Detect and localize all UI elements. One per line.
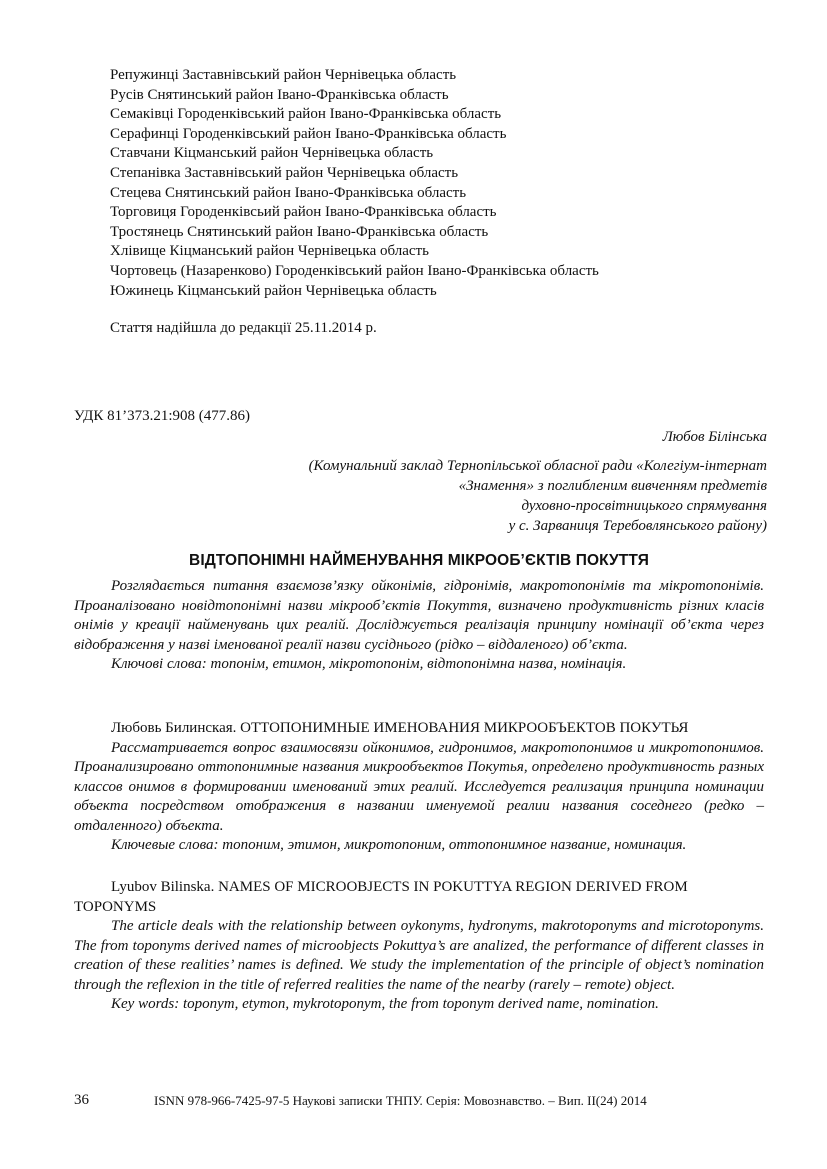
village-item: Южинець Кіцманський район Чернівецька область (110, 282, 437, 299)
affiliation-line: духовно-просвітницького спрямування (521, 498, 767, 514)
keywords: Key words: toponym, etymon, mykrotoponym, the from toponym derived name, nomination. (111, 996, 659, 1012)
village-item: Хлівище Кіцманський район Чернівецька область (110, 243, 429, 260)
abstract-heading: Любовь Билинская. ОТТОПОНИМНЫЕ ИМЕНОВАНИЯ МИКРООБЪЕКТОВ ПОКУТЬЯ (111, 720, 689, 736)
author-affiliation (207, 456, 767, 536)
journal-info: ISNN 978-966-7425-97-5 Наукові записки ТНПУ. Серія: Мовознавство. – Вип. ІІ(24) 2014 (154, 1093, 647, 1108)
received-note: Стаття надійшла до редакції 25.11.2014 р. (110, 320, 377, 336)
village-item: Степанівка Заставнівський район Чернівецька область (110, 164, 459, 181)
village-item: Тростянець Снятинський район Івано-Франківська область (110, 223, 489, 240)
abstract-text: Рассматривается вопрос взаимосвязи ойконимов, гидронимов, макротопонимов и микротопонимов. Проанализировано оттопонимные названия микрообъектов Покутья, определено продуктивность разных классов онимов в формировании именований этих реалий. Исследуется реализация принципа номинации объекта посредством отображения в названии именуемой реалии названия соседнего (редко – отдаленного) объекта. (74, 739, 764, 834)
abstract-heading: Lyubov Bilinska. NAMES OF MICROOBJECTS IN POKUTTYA REGION DERIVED FROM TOPONYMS (74, 879, 688, 915)
village-item: Торговиця Городенківсьий район Івано-Франківська область (110, 204, 497, 221)
village-item: Ставчани Кіцманський район Чернівецька область (110, 145, 434, 162)
udk-code: УДК 81’373.21:908 (477.86) (74, 408, 250, 424)
village-item: Репужинці Заставнівський район Чернівецька область (110, 67, 457, 83)
village-list (110, 66, 770, 301)
page-number: 36 (74, 1092, 89, 1108)
keywords: Ключевые слова: топоним, этимон, микротопоним, оттопонимное название, номинация. (111, 837, 687, 853)
abstract-russian (74, 719, 764, 856)
village-item: Серафинці Городенківський район Івано-Франківська область (110, 125, 507, 142)
affiliation-line: (Комунальний заклад Тернопільської обласної ради «Колегіум-інтернат (308, 458, 767, 474)
affiliation-line: «Знамення» з поглибленим вивченням предметів (458, 478, 767, 494)
author-name: Любов Білінська (662, 429, 767, 445)
keywords: Ключові слова: топонім, етимон, мікротопонім, відтопонімна назва, номінація. (111, 656, 627, 672)
article-title: ВІДТОПОНІМНІ НАЙМЕНУВАННЯ МІКРООБ’ЄКТІВ ПОКУТТЯ (189, 552, 649, 569)
village-item: Русів Снятинський район Івано-Франківська область (110, 86, 449, 103)
abstract-text: Розглядається питання взаємозв’язку ойконімів, гідронімів, макротопонімів та мікротопонімів. Проаналізовано новідтопонімні назви мікрооб’єктів Покуття, визначено продуктивність різних класів онімів у креації найменувань цих реалій. Досліджується реалізація принципу номінації об’єкта через відображення у назві іменованої реалії назви сусіднього (рідко – віддаленого) об’єкта. (74, 578, 764, 653)
village-item: Семаківці Городенківський район Івано-Франківська область (110, 106, 502, 123)
abstract-ukrainian (74, 577, 764, 675)
affiliation-line: у с. Зарваниця Теребовлянського району) (508, 518, 767, 534)
village-item: Чортовець (Назаренково) Городенківський район Івано-Франківська область (110, 262, 599, 279)
abstract-english (74, 878, 764, 1015)
village-item: Стецева Снятинський район Івано-Франківська область (110, 184, 467, 201)
abstract-text: The article deals with the relationship between oykonyms, hydronyms, makrotoponyms and microtoponyms. The from toponyms derived names of microobjects Pokuttya’s are analized, the performance of different classes in creation of these realities’ names is defined. We study the implementation of the principle of object’s nomination through the reflexion in the title of referred realities the name of the nearby (rarely – remote) object. (74, 918, 764, 993)
